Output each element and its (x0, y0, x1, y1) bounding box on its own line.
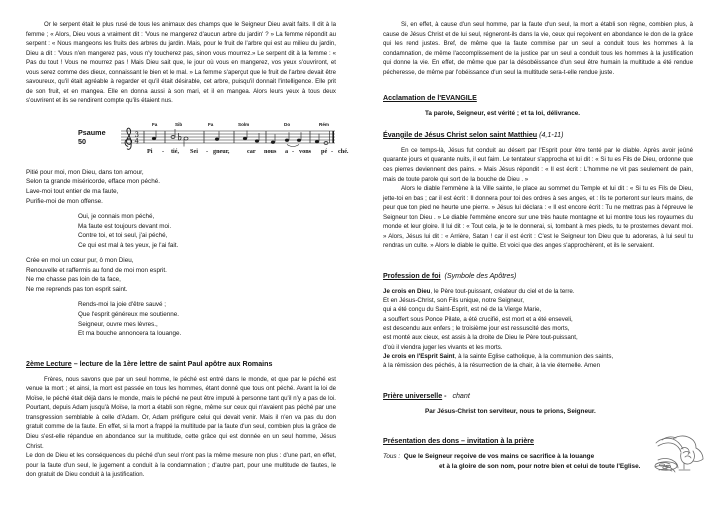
creed-line (383, 296, 693, 305)
psalm-verse-line: Ne me reprends pas ton esprit saint. (26, 285, 128, 293)
universal-prayer-heading (383, 391, 693, 401)
psalm-verse-1 (26, 168, 336, 206)
psalm-verse-3 (26, 256, 336, 294)
universal-prayer-heading-dash: - (444, 391, 447, 400)
gospel-heading-underlined: Évangile de Jésus Christ selon saint Matthieu (383, 130, 538, 139)
second-reading-heading-underlined: 2ème Lecture (26, 359, 72, 368)
psalm-verse-line: Lave-moi tout entier de ma faute, (26, 188, 119, 196)
psalm-verse-line: Ne me chasse pas loin de ta face, (26, 276, 121, 284)
creed-line (383, 343, 693, 352)
creed-gap (383, 251, 693, 271)
psalm-verse-line: Contre toi, et toi seul, j'ai péché, (78, 232, 168, 240)
second-reading-paragraph-2: Le don de Dieu et les conséquences du péché d'un seul n'ont pas la même mesure non plus : d'une part, en effet, pour la faute d'un seul, le jugement a conduit à la condamnation ; d'autre part, pour une multitude de fautes, le don gratuit de Dieu conduit à la justification. (26, 452, 336, 479)
psalm-verse-2 (26, 212, 336, 250)
acclamation-heading (383, 93, 693, 103)
universal-prayer-gap (383, 371, 693, 391)
psalm-verse-line: Selon ta grande miséricorde, efface mon péché. (26, 178, 160, 186)
psalm-verse-line: Oui, je connais mon péché, (78, 213, 155, 221)
creed-line-rest: est monté aux cieux, est assis à la droite de Dieu le Père tout-puissant, (383, 334, 578, 342)
right-column (383, 0, 693, 471)
lyric-syllable-1: Pi (147, 147, 153, 155)
offertory-heading-text: Présentation des dons – invitation à la prière (383, 437, 534, 446)
lyric-syllable-11: vons (299, 147, 312, 155)
psalm-verse-line: Purifie-moi de mon offense. (26, 197, 103, 205)
offertory-heading (383, 436, 693, 446)
psalm-verse-4 (26, 300, 336, 338)
universal-prayer-heading-underlined: Prière universelle (383, 391, 443, 400)
gospel-paragraph-2: Alors le diable l'emmène à la Ville sainte, le place au sommet du Temple et lui dit : « Si tu es Fils de Dieu, jette-toi en bas ; car il est écrit : Il donnera pour toi des ordres à ses anges, et : Ils te porteront sur leurs mains, de peur que ton pied ne heurte une pierre. » Jésus lui déclara : « Il est encore écrit : Tu ne mettras pas à l'épreuve le Seigneur ton Dieu . » Le diable l'emmène encore sur une très haute montagne et lui montre tous les royaumes du monde et leur gloire. Il lui dit : « Tout cela, je te le donnerai, si, tombant à mes pieds, tu te prosternes devant moi. » Alors, Jésus lui dit : « Arrière, Satan ! car il est écrit : C'est le Seigneur ton Dieu que tu adoreras, à lui seul tu rendras un culte. » Alors le diable le quitte. Et voici que des anges s'approchèrent, et ils le servaient. (383, 185, 693, 250)
creed-heading-italic: (Symbole des Apôtres) (444, 271, 517, 280)
lyric-syllable-3: tié, (171, 147, 180, 155)
lyric-syllable-7: car (247, 147, 256, 155)
gospel-gap (383, 119, 693, 130)
creed-line (383, 333, 693, 342)
offertory-gap (383, 416, 693, 436)
universal-prayer-response: Par Jésus-Christ ton serviteur, nous te prions, Seigneur. (425, 407, 596, 415)
lyric-syllable-8: nous (264, 147, 277, 155)
creed-line-rest: qui a été conçu du Saint-Esprit, est né de la Vierge Marie, (383, 306, 542, 314)
creed-body (383, 287, 693, 371)
lyric-syllable-9: a (285, 147, 289, 155)
chord-symbol-6: Rém (319, 121, 329, 127)
acclamation-response: Ta parole, Seigneur, est vérité ; et ta loi, délivrance. (425, 110, 581, 118)
psalm-verse-line: Renouvelle et raffermis au fond de moi mon esprit. (26, 266, 167, 274)
left-column (26, 0, 349, 480)
psalm-lyric-row (121, 147, 349, 160)
second-reading-paragraph-1: Frères, nous savons que par un seul homme, le péché est entré dans le monde, et que par le péché est venue la mort ; et ainsi, la mort est passée en tous les hommes, étant donné que tous ont péché. Avant la loi de Moïse, le péché était déjà dans le monde, mais le péché ne peut être imputé à personne tant qu'il n'y a pas de loi. Pourtant, depuis Adam jusqu'à Moïse, la mort a établi son règne, même sur ceux qui n'avaient pas péché par une transgression semblable à celle d'Adam. Or, Adam préfigure celui qui devait venir. Mais il n'en va pas du don gratuit comme de la faute. En effet, si la mort a frappé la multitude par la faute d'un seul, combien plus la grâce de Dieu s'est-elle répandue en abondance sur la multitude, cette grâce qui est donnée en un seul homme, Jésus Christ. (26, 375, 336, 450)
chord-symbol-1: Fa (152, 121, 158, 127)
psalm-label-line1: Psaume (78, 127, 106, 137)
psalm-verse-line: Crée en moi un cœur pur, ô mon Dieu, (26, 257, 134, 265)
creed-bold-prefix: Je crois en l'Esprit Saint (383, 352, 455, 360)
creed-heading-underlined: Profession de foi (383, 271, 441, 280)
chord-symbol-5: Do (284, 121, 291, 127)
creed-line-rest: est descendu aux enfers ; le troisième jour est ressuscité des morts, (383, 325, 570, 333)
psalm-verse-line: Et ma bouche annoncera ta louange. (78, 330, 182, 338)
universal-prayer-heading-italic: chant (452, 391, 470, 400)
lyric-syllable-4: Sei (190, 147, 198, 155)
offertory-text-1: Que le Seigneur reçoive de vos mains ce sacrifice à la louange (403, 453, 595, 461)
psalm-block (26, 121, 349, 168)
lyric-syllable-5: - (206, 147, 209, 155)
offertory-line-2: et à la gloire de son nom, pour notre bien et celui de toute l'Eglise. (439, 462, 641, 470)
psalm-verse-line: Que l'esprit généreux me soutienne. (78, 311, 179, 319)
creed-line (383, 361, 693, 370)
creed-line (383, 287, 693, 296)
lyric-syllable-13: - (331, 147, 334, 155)
creed-line (383, 324, 693, 333)
psalm-verse-line: Pitié pour moi, mon Dieu, dans ton amour, (26, 168, 144, 176)
second-reading-gap (26, 339, 336, 359)
creed-line-rest: Et en Jésus-Christ, son Fils unique, notre Seigneur, (383, 297, 525, 305)
svg-text:4: 4 (134, 137, 139, 146)
gospel-paragraph-1: En ce temps-là, Jésus fut conduit au désert par l'Esprit pour être tenté par le diable. Après avoir jeûné quarante jours et quarante nuits, il eut faim. Le tentateur s'approcha et lui dit : « Si tu es Fils de Dieu, ordonne que ces pierres deviennent des pains. » Mais Jésus répondit : « Il est écrit : L'homme ne vit pas seulement de pain, mais de toute parole qui sort de la bouche de Dieu . » (383, 146, 693, 183)
gospel-heading-reference: (4,1-11) (539, 130, 564, 139)
psalm-label-line2: 50 (78, 137, 86, 147)
creed-line (383, 315, 693, 324)
lyric-syllable-14: ché. (338, 147, 349, 155)
psalm-label (78, 128, 106, 147)
creed-line (383, 305, 693, 314)
gospel-heading (383, 130, 693, 140)
chord-symbol-3: Fa (208, 121, 214, 127)
creed-line-rest: à la rémission des péchés, à la résurrection de la chair, à la vie éternelle. Amen (383, 362, 601, 370)
psalm-verse-line: Seigneur, ouvre mes lèvres., (78, 320, 158, 328)
second-reading-heading (26, 359, 336, 369)
creed-line-rest: , le Père tout-puissant, créateur du ciel et de la terre. (430, 287, 575, 295)
creed-line-rest: a souffert sous Ponce Pilate, a été crucifié, est mort et a été enseveli, (383, 315, 573, 323)
creed-line (383, 352, 693, 361)
psalm-verse-line: Rends-moi la joie d'être sauvé ; (78, 301, 167, 309)
psalm-gap (26, 106, 336, 122)
lyric-syllable-12: pé (321, 147, 328, 155)
creed-bold-prefix: Je crois en Dieu (383, 287, 431, 295)
svg-text:3: 3 (134, 130, 139, 139)
creed-line-rest: d'où il viendra juger les vivants et les morts. (383, 343, 503, 351)
second-reading-heading-rest: – lecture de la 1ère lettre de saint Paul apôtre aux Romains (71, 359, 273, 368)
genesis-reading-paragraph: Or le serpent était le plus rusé de tous les animaux des champs que le Seigneur Dieu avait faits. Il dit à la femme ; « Alors, Dieu vous a vraiment dit : 'Vous ne mangerez d'aucun arbre du jardin' ? » La femme répondit au serpent : « Nous mangeons les fruits des arbres du jardin. Mais, pour le fruit de l'arbre qui est au milieu du jardin, Dieu a dit : 'Vous n'en mangerez pas, vous n'y toucherez pas, sinon vous mourrez.» Le serpent dit à la femme : « Pas du tout ! Vous ne mourrez pas ! Mais Dieu sait que, le jour où vous en mangerez, vos yeux s'ouvriront, et vous serez comme des dieux, connaissant le bien et le mal. » La femme s'aperçut que le fruit de l'arbre devait être savoureux, qu'il était agréable à regarder et qu'il était désirable, cet arbre, puisqu'il donnait l'intelligence. Elle prit de son fruit, et en mangea. Elle en donna aussi à son mari, et il en mangea. Alors leurs yeux à tous deux s'ouvrirent et ils se rendirent compte qu'ils étaient nus. (26, 21, 336, 105)
creed-heading (383, 271, 693, 281)
lyric-syllable-10: - (292, 147, 295, 155)
romans-continuation-paragraph: Si, en effet, à cause d'un seul homme, par la faute d'un seul, la mort a établi son règne, combien plus, à cause de Jésus Christ et de lui seul, régneront-ils dans la vie, ceux qui reçoivent en abondance le don de la grâce qui les rend justes. Bref, de même que la faute commise par un seul a conduit tous les hommes à la condamnation, de même l'accomplissement de la justice par un seul a conduit tous les hommes à la justification qui donne la vie. En effet, de même que par la désobéissance d'un seul être humain la multitude a été rendue pécheresse, de même par l'obéissance d'un seul la multitude sera-t-elle rendue juste. (383, 21, 693, 76)
offering-hands-illustration (650, 433, 714, 483)
chord-symbol-2: Sib (175, 121, 183, 127)
lyric-syllable-6: gneur, (213, 147, 230, 155)
lyric-syllable-2: - (162, 147, 165, 155)
top-spacer-right (383, 0, 693, 20)
top-spacer-left (26, 0, 336, 20)
creed-line-rest: , à la sainte Eglise catholique, à la communion des saints, (454, 352, 614, 360)
psalm-verse-line: Ce qui est mal à tes yeux, je l'ai fait. (78, 241, 179, 249)
acclamation-heading-text: Acclamation de l'EVANGILE (383, 94, 477, 103)
chord-symbol-4: Solm (238, 121, 250, 127)
offertory-line-1 (383, 452, 693, 462)
acclamation-gap (383, 77, 693, 93)
psalm-verse-line: Ma faute est toujours devant moi. (78, 222, 172, 230)
offertory-speaker: Tous : (383, 453, 401, 461)
